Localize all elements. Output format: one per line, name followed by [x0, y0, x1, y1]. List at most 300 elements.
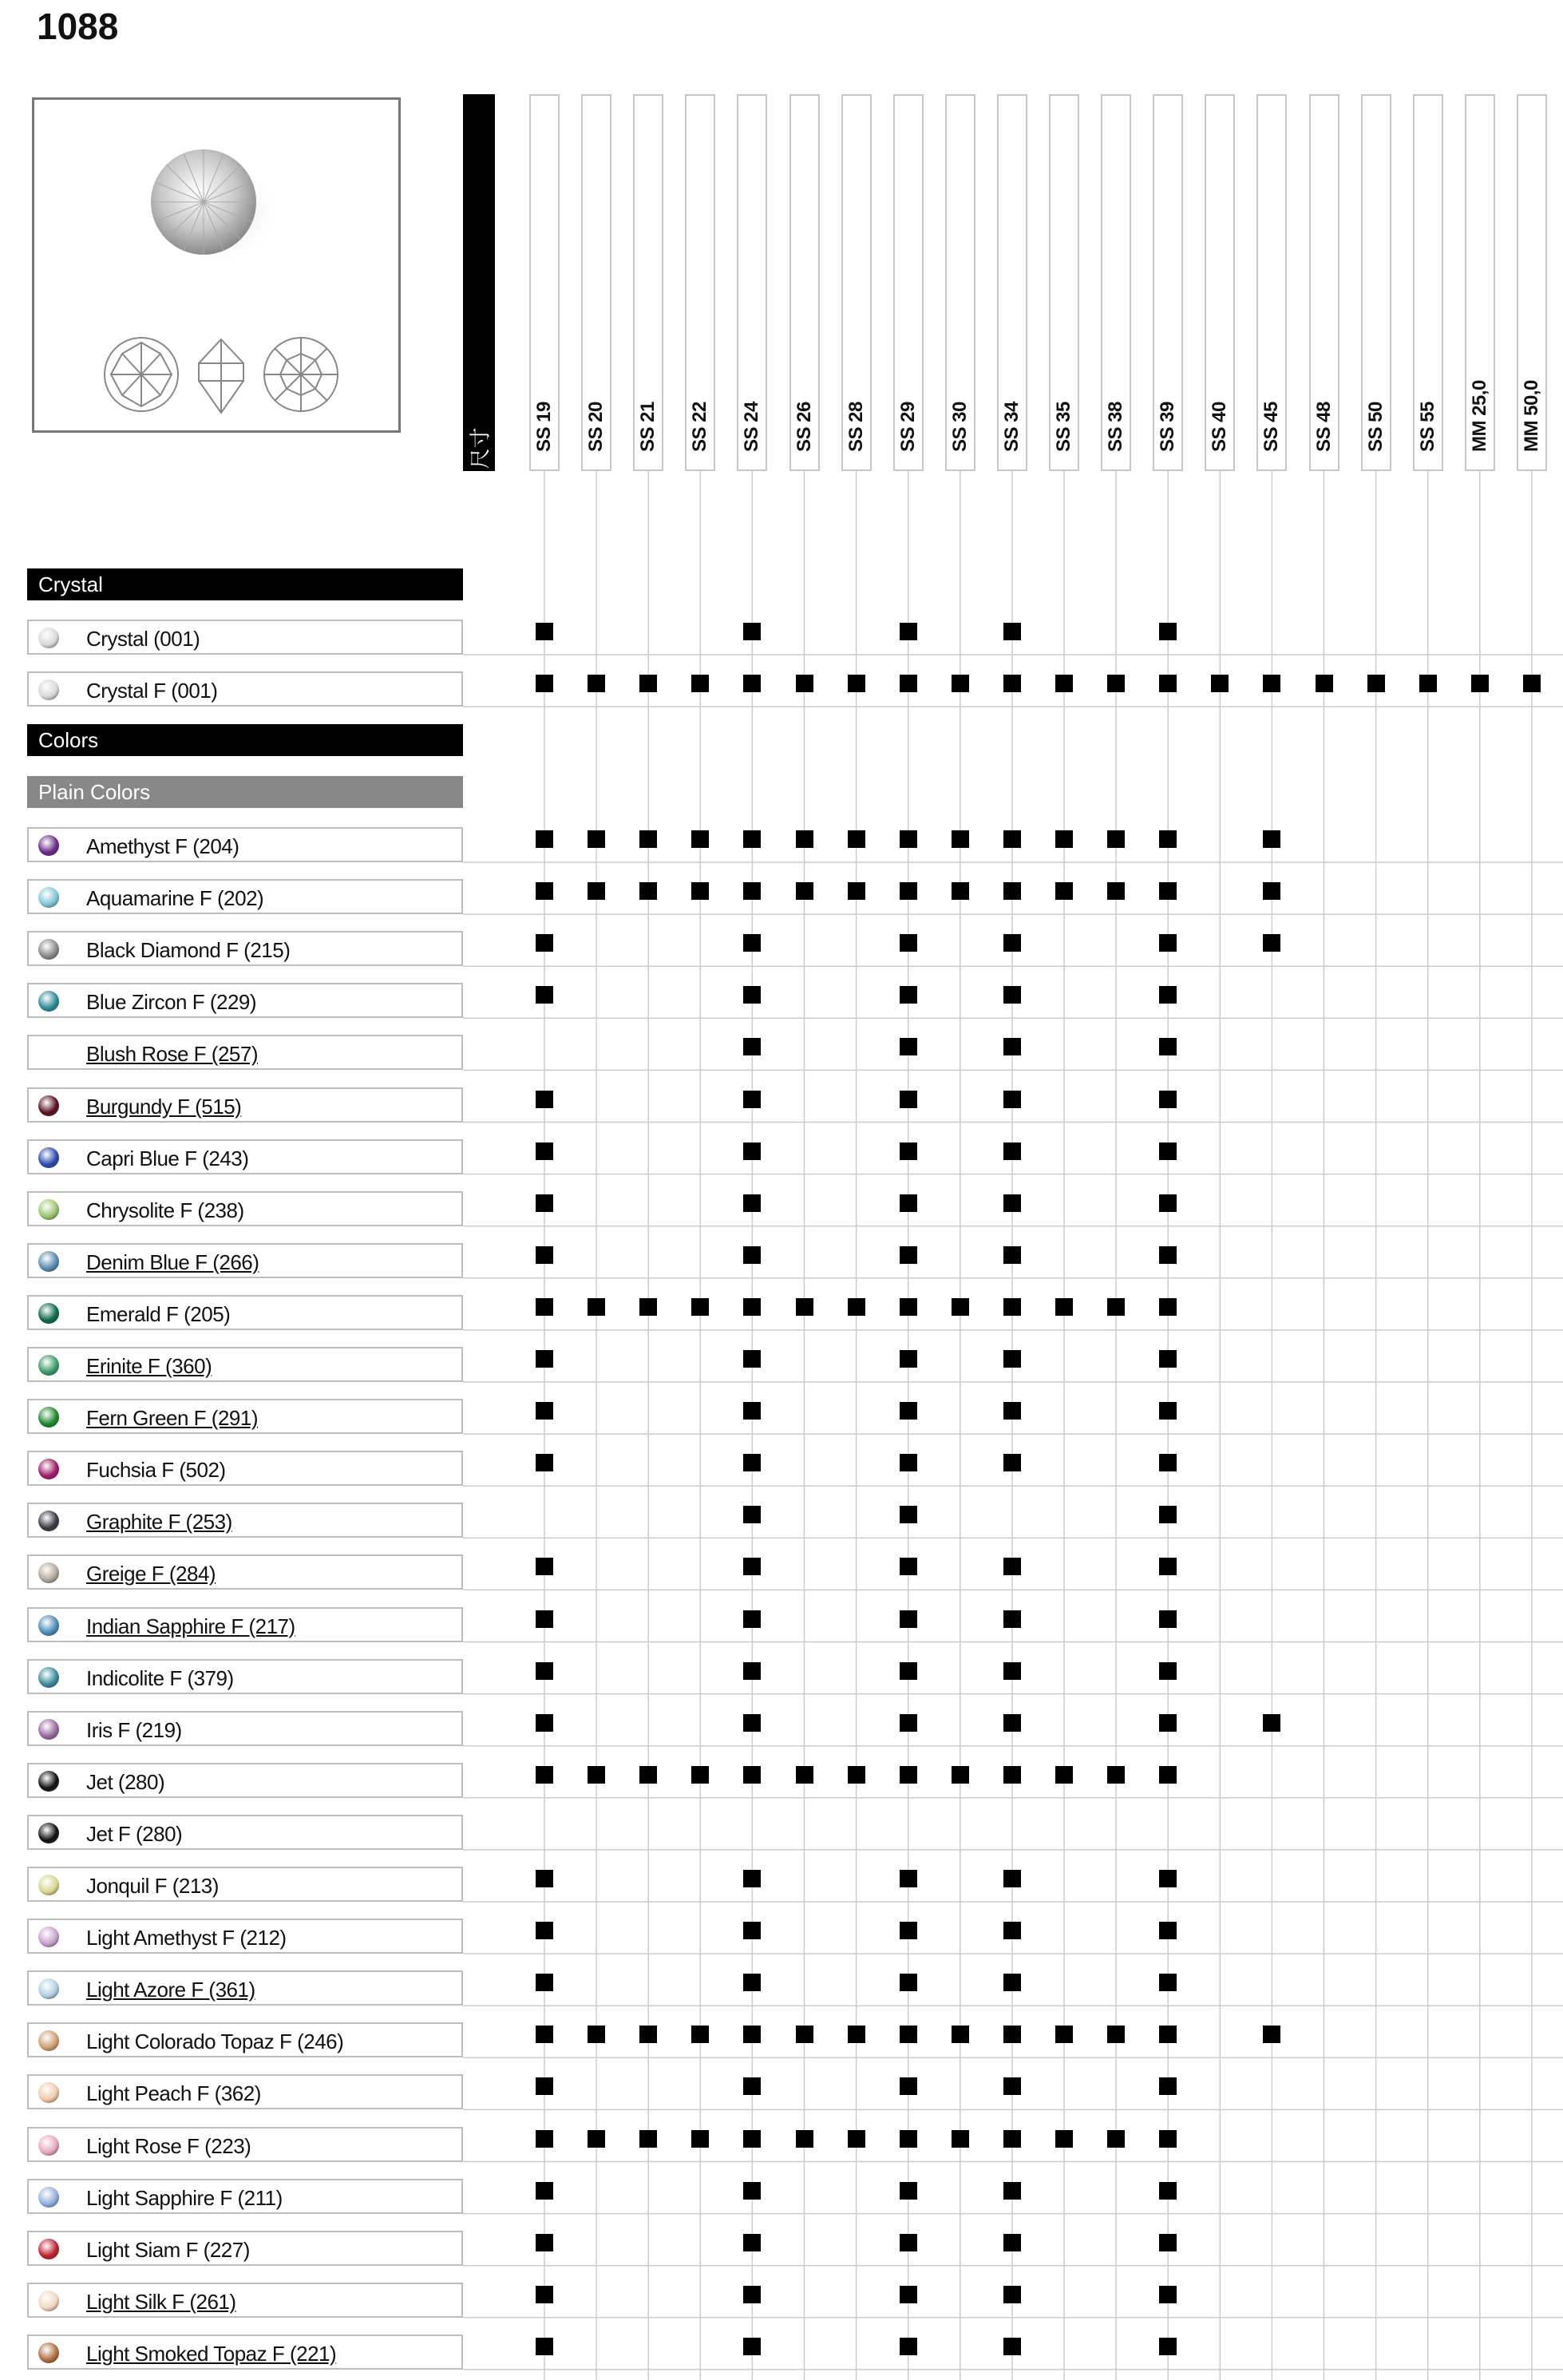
size-column-header	[529, 94, 560, 471]
size-column-header	[1153, 94, 1183, 471]
color-link[interactable]: Light Smoked Topaz F (221)	[86, 2341, 337, 2366]
color-row-label	[27, 1711, 463, 1746]
color-swatch-icon	[38, 991, 59, 1012]
color-row-label	[27, 2022, 463, 2057]
color-swatch-icon	[38, 679, 59, 700]
size-column-header	[737, 94, 767, 471]
availability-marker	[743, 1402, 761, 1420]
availability-marker	[639, 830, 657, 848]
color-swatch-icon	[38, 1615, 59, 1636]
availability-marker	[1159, 1974, 1177, 1991]
size-column-label: SS 50	[1364, 402, 1387, 452]
size-column-header	[1361, 94, 1391, 471]
availability-marker	[743, 1558, 761, 1575]
color-row-label	[27, 1659, 463, 1694]
availability-marker	[1055, 2026, 1073, 2043]
color-swatch-icon	[38, 2239, 59, 2259]
availability-marker	[900, 934, 917, 952]
color-link[interactable]: Indian Sapphire F (217)	[86, 1614, 295, 1638]
availability-marker	[796, 2130, 813, 2148]
availability-marker	[1003, 1870, 1021, 1887]
size-column-header	[893, 94, 924, 471]
availability-marker	[536, 1194, 553, 1212]
availability-marker	[588, 1298, 605, 1316]
color-row-label[interactable]	[27, 1035, 463, 1070]
availability-marker	[743, 1870, 761, 1887]
availability-marker	[536, 1714, 553, 1732]
availability-marker	[900, 1402, 917, 1420]
availability-marker	[536, 2130, 553, 2148]
availability-marker	[848, 1298, 865, 1316]
availability-marker	[900, 675, 917, 692]
product-image	[32, 97, 401, 433]
availability-marker	[1159, 1610, 1177, 1628]
availability-marker	[900, 1662, 917, 1680]
color-swatch-icon	[38, 2291, 59, 2311]
availability-marker	[1159, 1714, 1177, 1732]
availability-marker	[536, 934, 553, 952]
availability-marker	[1003, 1714, 1021, 1732]
availability-marker	[952, 1766, 969, 1784]
availability-marker	[1003, 882, 1021, 900]
color-name: Capri Blue F (243)	[86, 1146, 249, 1170]
availability-marker	[1159, 1298, 1177, 1316]
availability-marker	[588, 2026, 605, 2043]
availability-marker	[796, 1766, 813, 1784]
availability-marker	[1159, 1350, 1177, 1368]
size-column-label: MM 50,0	[1520, 380, 1542, 452]
availability-marker	[743, 2286, 761, 2303]
availability-marker	[536, 1766, 553, 1784]
availability-marker	[1003, 1298, 1021, 1316]
availability-marker	[743, 1766, 761, 1784]
availability-marker	[536, 623, 553, 640]
color-swatch-icon	[38, 1407, 59, 1428]
availability-marker	[900, 2338, 917, 2355]
size-column-header	[1517, 94, 1547, 471]
availability-marker	[848, 2130, 865, 2148]
availability-marker	[536, 2286, 553, 2303]
color-row-label[interactable]	[27, 1607, 463, 1642]
availability-marker	[1263, 1714, 1280, 1732]
availability-marker	[536, 675, 553, 692]
availability-marker	[536, 986, 553, 1004]
size-column-label: SS 34	[1000, 402, 1023, 452]
color-name: Crystal F (001)	[86, 679, 218, 703]
color-link[interactable]: Graphite F (253)	[86, 1510, 232, 1535]
color-swatch-icon	[38, 2187, 59, 2208]
color-name: Light Colorado Topaz F (246)	[86, 2030, 344, 2054]
availability-marker	[536, 2182, 553, 2200]
color-name: Light Amethyst F (212)	[86, 1926, 287, 1950]
availability-marker	[1159, 1766, 1177, 1784]
color-link[interactable]: Light Silk F (261)	[86, 2289, 236, 2314]
size-column-label: SS 29	[896, 402, 919, 452]
color-swatch-icon	[38, 1199, 59, 1220]
availability-marker	[1159, 934, 1177, 952]
availability-marker	[900, 1506, 917, 1523]
availability-marker	[900, 1714, 917, 1732]
availability-marker	[536, 2026, 553, 2043]
color-row-label	[27, 983, 463, 1018]
availability-marker	[1159, 1454, 1177, 1471]
availability-marker	[1159, 2077, 1177, 2095]
availability-marker	[743, 1974, 761, 1991]
availability-marker	[900, 1091, 917, 1108]
availability-marker	[1159, 1922, 1177, 1939]
color-row-label[interactable]	[27, 1347, 463, 1382]
availability-marker	[639, 2130, 657, 2148]
availability-marker	[743, 1506, 761, 1523]
color-swatch-icon	[38, 2082, 59, 2103]
color-name: Aquamarine F (202)	[86, 886, 264, 911]
availability-marker	[952, 2026, 969, 2043]
color-name: Light Rose F (223)	[86, 2133, 251, 2158]
availability-marker	[743, 1454, 761, 1471]
color-link[interactable]: Fern Green F (291)	[86, 1406, 258, 1431]
color-row-label	[27, 620, 463, 655]
availability-marker	[1107, 1766, 1125, 1784]
availability-marker	[900, 2286, 917, 2303]
availability-marker	[952, 882, 969, 900]
size-column-label: SS 24	[741, 402, 763, 452]
availability-marker	[588, 830, 605, 848]
availability-marker	[536, 2234, 553, 2251]
availability-marker	[1159, 986, 1177, 1004]
availability-marker	[1003, 1922, 1021, 1939]
color-swatch-icon	[38, 887, 59, 908]
availability-marker	[743, 882, 761, 900]
availability-marker	[536, 2338, 553, 2355]
availability-marker	[1367, 675, 1385, 692]
color-swatch-icon	[38, 1823, 59, 1843]
color-row-label	[27, 1867, 463, 1902]
size-column-header	[1049, 94, 1079, 471]
availability-marker	[900, 2026, 917, 2043]
availability-marker	[536, 1662, 553, 1680]
color-name: Jonquil F (213)	[86, 1874, 219, 1898]
availability-marker	[952, 675, 969, 692]
section-header: Crystal	[27, 568, 463, 600]
availability-marker	[900, 1766, 917, 1784]
color-swatch-icon	[38, 1927, 59, 1947]
availability-marker	[1159, 623, 1177, 640]
color-swatch-icon	[38, 1562, 59, 1583]
availability-marker	[1003, 1454, 1021, 1471]
color-row-label	[27, 1295, 463, 1330]
availability-marker	[1003, 2234, 1021, 2251]
availability-marker	[639, 1298, 657, 1316]
availability-marker	[848, 1766, 865, 1784]
color-row-label[interactable]	[27, 2334, 463, 2370]
color-swatch-icon	[38, 1095, 59, 1116]
size-column-label: SS 22	[689, 402, 711, 452]
color-link[interactable]: Blush Rose F (257)	[86, 1042, 258, 1067]
color-swatch-icon	[38, 835, 59, 856]
size-column-header	[997, 94, 1027, 471]
availability-marker	[743, 2077, 761, 2095]
color-row-label	[27, 1919, 463, 1954]
color-row-label	[27, 2127, 463, 2162]
availability-marker	[743, 675, 761, 692]
availability-marker	[1159, 1506, 1177, 1523]
availability-marker	[639, 1766, 657, 1784]
color-row-label[interactable]	[27, 2283, 463, 2318]
color-name: Blue Zircon F (229)	[86, 990, 257, 1015]
availability-marker	[743, 1194, 761, 1212]
availability-marker	[900, 1922, 917, 1939]
color-swatch-icon	[38, 1459, 59, 1479]
availability-marker	[1263, 830, 1280, 848]
availability-marker	[1316, 675, 1333, 692]
availability-marker	[1003, 2026, 1021, 2043]
size-column-label: SS 28	[845, 402, 867, 452]
availability-marker	[1003, 1558, 1021, 1575]
color-link[interactable]: Burgundy F (515)	[86, 1094, 242, 1119]
availability-marker	[691, 2130, 709, 2148]
size-column-label: SS 19	[533, 402, 555, 452]
availability-marker	[1003, 934, 1021, 952]
section-header: Colors	[27, 724, 463, 756]
availability-marker	[1055, 2130, 1073, 2148]
availability-marker	[536, 882, 553, 900]
availability-marker	[1055, 675, 1073, 692]
color-swatch-icon	[38, 2342, 59, 2363]
color-row-label	[27, 1451, 463, 1486]
availability-marker	[743, 1298, 761, 1316]
availability-marker	[743, 1142, 761, 1160]
availability-marker	[1055, 1298, 1073, 1316]
availability-marker	[536, 1091, 553, 1108]
availability-marker	[796, 882, 813, 900]
color-name: Crystal (001)	[86, 627, 200, 651]
availability-marker	[1159, 2338, 1177, 2355]
availability-marker	[1419, 675, 1437, 692]
availability-marker	[1159, 1142, 1177, 1160]
availability-marker	[536, 1974, 553, 1991]
availability-marker	[1003, 986, 1021, 1004]
color-row-label[interactable]	[27, 1087, 463, 1123]
color-row-label[interactable]	[27, 1554, 463, 1590]
availability-marker	[536, 1298, 553, 1316]
availability-marker	[900, 2182, 917, 2200]
availability-marker	[1159, 2130, 1177, 2148]
availability-marker	[1003, 623, 1021, 640]
availability-marker	[1159, 2234, 1177, 2251]
color-row-label	[27, 1815, 463, 1850]
color-row-label	[27, 1191, 463, 1226]
availability-marker	[743, 1246, 761, 1264]
color-name: Indicolite F (379)	[86, 1665, 234, 1690]
availability-marker	[1003, 1350, 1021, 1368]
size-column-label: SS 30	[948, 402, 971, 452]
availability-marker	[1003, 1246, 1021, 1264]
color-swatch-icon	[38, 1511, 59, 1531]
color-row-label	[27, 2074, 463, 2109]
size-column-label: SS 35	[1053, 402, 1074, 452]
color-name: Light Siam F (227)	[86, 2237, 250, 2262]
size-column-label: SS 39	[1157, 402, 1179, 452]
color-link[interactable]: Erinite F (360)	[86, 1354, 212, 1378]
availability-marker	[743, 2026, 761, 2043]
availability-marker	[1263, 882, 1280, 900]
model-number: 1088	[37, 6, 119, 47]
availability-marker	[900, 1610, 917, 1628]
availability-marker	[588, 1766, 605, 1784]
availability-marker	[900, 1454, 917, 1471]
availability-marker	[1055, 882, 1073, 900]
color-swatch-icon	[38, 2135, 59, 2156]
color-swatch-icon	[38, 1667, 59, 1688]
availability-marker	[900, 1350, 917, 1368]
availability-marker	[900, 1298, 917, 1316]
size-label: 尺寸	[468, 427, 493, 469]
availability-marker	[848, 2026, 865, 2043]
availability-marker	[1471, 675, 1489, 692]
color-swatch-icon	[38, 1875, 59, 1895]
availability-marker	[743, 2182, 761, 2200]
color-swatch-icon	[38, 1719, 59, 1740]
size-column-header	[1205, 94, 1235, 471]
size-column-header	[1309, 94, 1339, 471]
availability-marker	[536, 1142, 553, 1160]
availability-marker	[1159, 2286, 1177, 2303]
color-swatch-icon	[38, 1303, 59, 1324]
availability-marker	[639, 2026, 657, 2043]
availability-marker	[1055, 830, 1073, 848]
availability-marker	[536, 1402, 553, 1420]
availability-marker	[1003, 830, 1021, 848]
availability-marker	[1159, 1194, 1177, 1212]
color-row-label[interactable]	[27, 1399, 463, 1434]
color-swatch-icon	[38, 1978, 59, 1999]
color-swatch-icon	[38, 1147, 59, 1168]
size-column-label: SS 48	[1312, 402, 1335, 452]
size-column-header	[841, 94, 872, 471]
availability-marker	[588, 675, 605, 692]
availability-marker	[900, 830, 917, 848]
availability-marker	[743, 2130, 761, 2148]
size-column-header	[581, 94, 611, 471]
color-row-label[interactable]	[27, 1503, 463, 1538]
availability-marker	[900, 1870, 917, 1887]
color-link[interactable]: Denim Blue F (266)	[86, 1249, 259, 1274]
size-column-header	[945, 94, 975, 471]
availability-marker	[743, 1922, 761, 1939]
availability-marker	[691, 830, 709, 848]
availability-marker	[691, 1298, 709, 1316]
availability-marker	[743, 1091, 761, 1108]
availability-marker	[1003, 2286, 1021, 2303]
availability-marker	[639, 882, 657, 900]
color-link[interactable]: Greige F (284)	[86, 1562, 216, 1586]
color-name: Fuchsia F (502)	[86, 1458, 226, 1483]
availability-marker	[536, 1610, 553, 1628]
availability-marker	[1003, 1142, 1021, 1160]
availability-marker	[1055, 1766, 1073, 1784]
size-column-header	[633, 94, 663, 471]
availability-marker	[1159, 2026, 1177, 2043]
availability-marker	[952, 830, 969, 848]
availability-marker	[952, 1298, 969, 1316]
availability-marker	[1263, 934, 1280, 952]
availability-marker	[691, 882, 709, 900]
availability-marker	[743, 2234, 761, 2251]
color-name: Light Sapphire F (211)	[86, 2185, 283, 2210]
color-row-label	[27, 931, 463, 966]
size-column-label: SS 26	[793, 402, 815, 452]
availability-marker	[1003, 1194, 1021, 1212]
size-column-header	[1101, 94, 1131, 471]
availability-marker	[536, 1350, 553, 1368]
availability-marker	[1003, 1038, 1021, 1055]
availability-marker	[536, 1454, 553, 1471]
size-column-label: SS 45	[1260, 402, 1283, 452]
color-row-label	[27, 671, 463, 707]
size-label-bar	[463, 94, 495, 471]
availability-marker	[536, 830, 553, 848]
availability-marker	[796, 675, 813, 692]
color-row-label[interactable]	[27, 1970, 463, 2006]
size-column-label: SS 20	[585, 402, 607, 452]
availability-marker	[1003, 675, 1021, 692]
size-column-label: SS 40	[1209, 402, 1231, 452]
color-row-label[interactable]	[27, 1243, 463, 1278]
color-swatch-icon	[38, 1251, 59, 1272]
color-name: Jet (280)	[86, 1769, 165, 1794]
color-name: Black Diamond F (215)	[86, 938, 291, 963]
availability-marker	[1107, 1298, 1125, 1316]
size-column-label: MM 25,0	[1468, 380, 1490, 452]
color-swatch-icon	[38, 1355, 59, 1376]
availability-marker	[1159, 1662, 1177, 1680]
availability-marker	[743, 1610, 761, 1628]
availability-marker	[900, 2077, 917, 2095]
availability-marker	[796, 1298, 813, 1316]
size-column-label: SS 38	[1105, 402, 1127, 452]
availability-marker	[536, 1246, 553, 1264]
availability-marker	[1159, 882, 1177, 900]
availability-marker	[848, 830, 865, 848]
availability-marker	[1159, 2182, 1177, 2200]
availability-marker	[1159, 675, 1177, 692]
size-column-header	[1465, 94, 1495, 471]
color-row-label	[27, 2179, 463, 2214]
availability-marker	[536, 1922, 553, 1939]
availability-marker	[900, 1246, 917, 1264]
color-name: Emerald F (205)	[86, 1301, 231, 1326]
subsection-header: Plain Colors	[27, 776, 463, 808]
availability-marker	[796, 830, 813, 848]
availability-marker	[1003, 1766, 1021, 1784]
availability-marker	[1107, 2026, 1125, 2043]
availability-marker	[536, 1558, 553, 1575]
availability-marker	[1159, 1038, 1177, 1055]
availability-marker	[900, 1974, 917, 1991]
color-row-label	[27, 2231, 463, 2266]
availability-marker	[743, 934, 761, 952]
size-column-header	[789, 94, 820, 471]
availability-marker	[743, 1350, 761, 1368]
availability-marker	[848, 675, 865, 692]
availability-marker	[691, 1766, 709, 1784]
color-link[interactable]: Light Azore F (361)	[86, 1978, 255, 2002]
color-name: Jet F (280)	[86, 1821, 183, 1846]
color-swatch-icon	[38, 939, 59, 960]
availability-marker	[1003, 2182, 1021, 2200]
availability-marker	[1003, 2130, 1021, 2148]
availability-marker	[1107, 2130, 1125, 2148]
